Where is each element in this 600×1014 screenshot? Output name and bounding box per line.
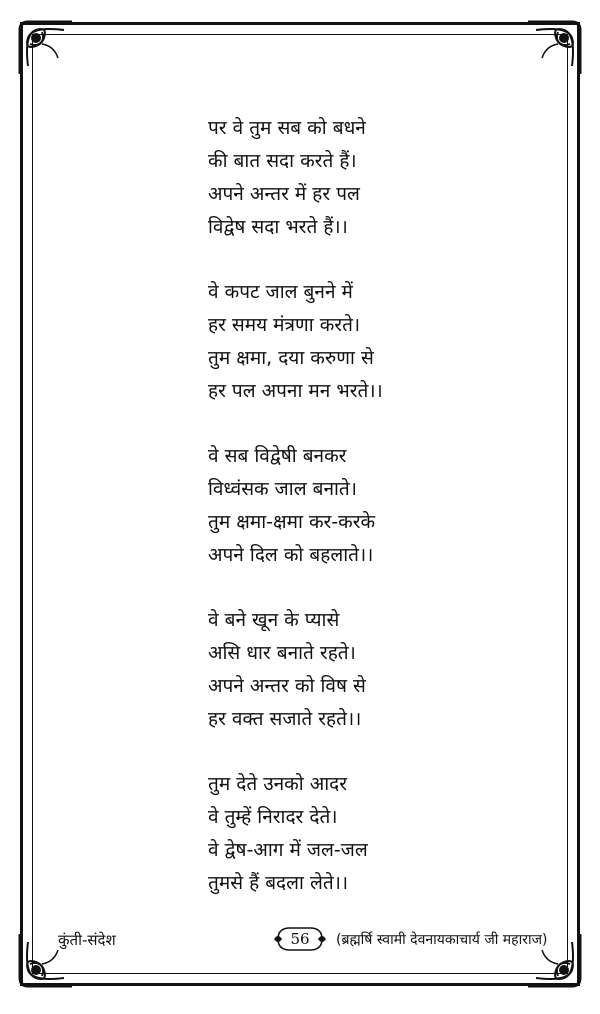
book-title: कुंती-संदेश [58, 931, 116, 949]
poem-line: विध्वंसक जाल बनाते। [208, 478, 357, 500]
poem-line: वे सब विद्वेषी बनकर [208, 445, 347, 467]
stanza [208, 276, 448, 408]
poem-line: अपने अन्तर में हर पल [208, 183, 360, 205]
poem-line: तुम क्षमा-क्षमा कर-करके [208, 511, 376, 533]
poem-line: वे तुम्हें निरादर देते। [208, 806, 338, 828]
poem-line: वे बने खून के प्यासे [208, 609, 340, 631]
poem-line: तुम क्षमा, दया करुणा से [208, 347, 374, 369]
poem-line: वे द्वेष-आग में जल-जल [208, 839, 368, 861]
author-credit: (ब्रह्मर्षि स्वामी देवनायकाचार्य जी महाराज) [336, 932, 548, 948]
poem-line: हर वक्त सजाते रहते।। [208, 708, 362, 730]
poem-line: वे कपट जाल बुनने में [208, 281, 353, 303]
poem [208, 112, 448, 932]
page-number-badge [272, 924, 328, 954]
poem-line: तुम देते उनको आदर [208, 773, 347, 795]
poem-line: तुमसे हैं बदला लेते।। [208, 872, 349, 894]
poem-line: हर पल अपना मन भरते।। [208, 380, 383, 402]
stanza [208, 112, 448, 244]
poem-line: अपने अन्तर को विष से [208, 675, 366, 697]
stanza [208, 440, 448, 572]
page-number: 56 [290, 930, 310, 948]
poem-line: विद्वेष सदा भरते हैं।। [208, 216, 348, 238]
stanza [208, 604, 448, 736]
poem-line: असि धार बनाते रहते। [208, 642, 356, 664]
poem-line: अपने दिल को बहलाते।। [208, 544, 374, 566]
poem-line: पर वे तुम सब को बधने [208, 117, 366, 139]
poem-line: की बात सदा करते हैं। [208, 150, 357, 172]
corner-ornament-icon [524, 16, 586, 78]
stanza [208, 768, 448, 900]
poem-line: हर समय मंत्रणा करते। [208, 314, 361, 336]
corner-ornament-icon [14, 16, 76, 78]
